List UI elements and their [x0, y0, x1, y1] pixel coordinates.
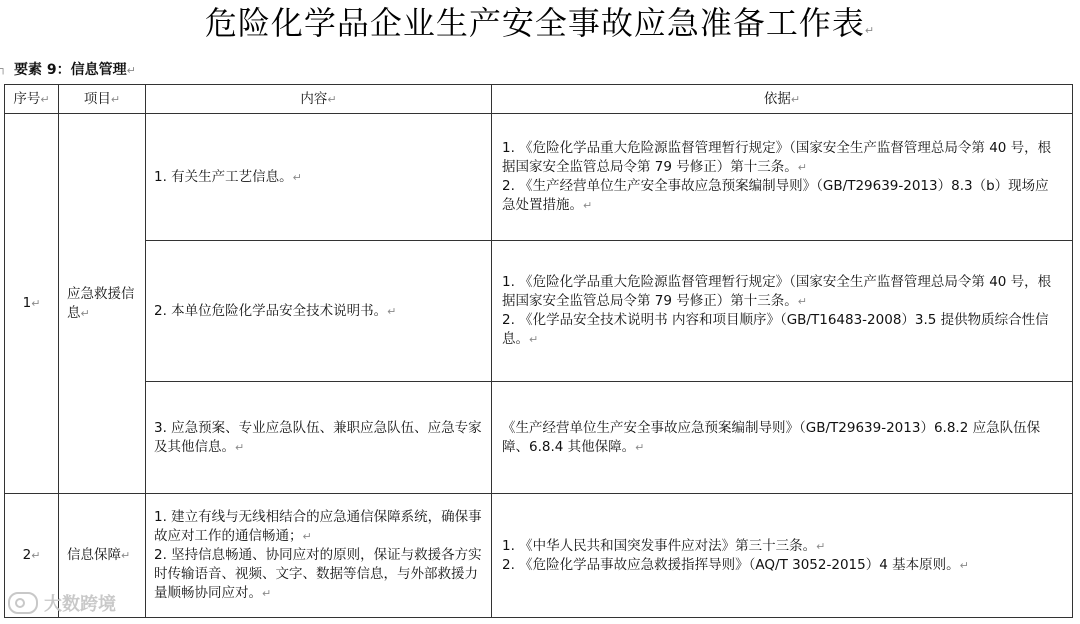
header-content: 内容↵	[146, 85, 492, 114]
basis-line: 《生产经营单位生产安全事故应急预案编制导则》（GB/T29639-2013）6.8.2 应急队伍保障、6.8.4 其他保障。↵	[502, 419, 1041, 455]
row-content	[146, 494, 492, 618]
corner-mark: ┐	[0, 64, 7, 75]
row-content: 1. 有关生产工艺信息。↵	[146, 114, 492, 241]
header-item: 项目↵	[59, 85, 146, 114]
row-item: 信息保障↵	[59, 494, 146, 618]
table-row	[5, 494, 1073, 618]
table-row	[5, 114, 1073, 241]
basis-line: 1. 《危险化学品重大危险源监督管理暂行规定》（国家安全生产监督管理总局令第 40 号，根据国家安全监管总局令第 79 号修正）第十三条。↵	[502, 140, 1052, 175]
row-basis	[492, 114, 1073, 241]
document-title: 危险化学品企业生产安全事故应急准备工作表↵	[204, 4, 876, 42]
header-row	[5, 85, 1073, 114]
row-number: 2↵	[5, 494, 59, 618]
basis-line: 2. 《化学品安全技术说明书 内容和项目顺序》（GB/T16483-2008）3.5 提供物质综合性信息。↵	[502, 312, 1049, 347]
section-heading: 要素 9：信息管理↵	[14, 62, 136, 78]
table-row	[5, 382, 1073, 494]
table-row	[5, 241, 1073, 382]
watermark	[8, 590, 116, 616]
row-item: 应急救援信息↵	[59, 114, 146, 494]
watermark-logo-icon	[8, 592, 38, 614]
basis-line: 1. 《危险化学品重大危险源监督管理暂行规定》（国家安全生产监督管理总局令第 40 号，根据国家安全监管总局令第 79 号修正）第十三条。↵	[502, 274, 1052, 309]
row-basis	[492, 494, 1073, 618]
content-line: 2. 坚持信息畅通、协同应对的原则，保证与救援各方实时传输语音、视频、文字、数据等信息，与外部救援力量顺畅协同应对。↵	[154, 547, 482, 601]
watermark-text: 大数跨境	[44, 594, 116, 615]
basis-line: 2. 《危险化学品事故应急救援指挥导则》（AQ/T 3052-2015）4 基本原则。↵	[502, 556, 969, 573]
basis-line: 2. 《生产经营单位生产安全事故应急预案编制导则》（GB/T29639-2013）8.3（b）现场应急处置措施。↵	[502, 178, 1049, 213]
row-basis	[492, 241, 1073, 382]
row-content: 2. 本单位危险化学品安全技术说明书。↵	[146, 241, 492, 382]
header-basis: 依据↵	[492, 85, 1073, 114]
row-basis	[492, 382, 1073, 494]
basis-line: 1. 《中华人民共和国突发事件应对法》第三十三条。↵	[502, 537, 826, 554]
content-line: 1. 建立有线与无线相结合的应急通信保障系统，确保事故应对工作的通信畅通；↵	[154, 509, 482, 544]
header-num: 序号↵	[5, 85, 59, 114]
row-content: 3. 应急预案、专业应急队伍、兼职应急队伍、应急专家及其他信息。↵	[146, 382, 492, 494]
info-table	[4, 84, 1073, 618]
row-number: 1↵	[5, 114, 59, 494]
